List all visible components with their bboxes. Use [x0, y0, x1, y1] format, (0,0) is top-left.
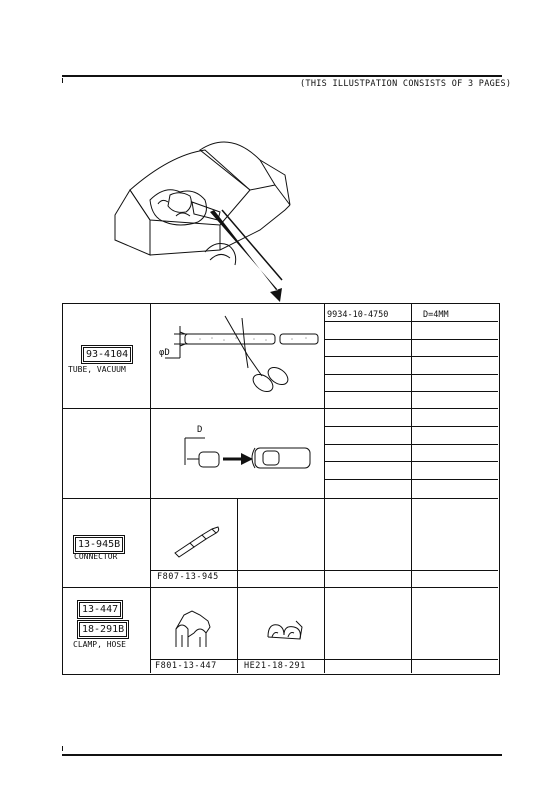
vacuum-tube-scissors-drawing — [150, 308, 325, 403]
connector-drawing — [170, 525, 225, 560]
tube-dimension-label: φD — [159, 348, 170, 358]
clamp-drawing-1 — [168, 607, 218, 657]
clamp-code-box-2: 18-291B — [79, 622, 127, 637]
tube-name: TUBE, VACUUM — [68, 365, 126, 374]
clamp-part-number-2: HE21-18-291 — [244, 661, 306, 671]
tube-size: D=4MM — [423, 310, 449, 320]
connector-name: CONNECTOR — [74, 552, 118, 561]
connector-code-box: 13-945B — [75, 537, 123, 552]
illustration-note: (THIS ILLUSTPATION CONSISTS OF 3 PAGES) — [300, 79, 512, 89]
tube-code-box: 93-4104 — [83, 347, 131, 362]
footer-tick — [62, 746, 63, 751]
header-rule — [62, 75, 502, 77]
clamp-drawing-2 — [262, 615, 312, 650]
clamp-part-number-1: F801-13-447 — [155, 661, 217, 671]
connection-dimension-label: D — [197, 425, 203, 435]
clamp-code-box-1: 13-447 — [79, 602, 121, 617]
footer-rule — [62, 754, 502, 756]
header-tick — [62, 78, 63, 83]
clamp-name: CLAMP, HOSE — [73, 640, 126, 649]
tube-connection-drawing — [175, 420, 315, 490]
car-engine-bay-illustration — [110, 130, 310, 305]
connector-part-number: F807-13-945 — [157, 572, 219, 582]
tube-part-number: 9934-10-4750 — [327, 310, 389, 320]
